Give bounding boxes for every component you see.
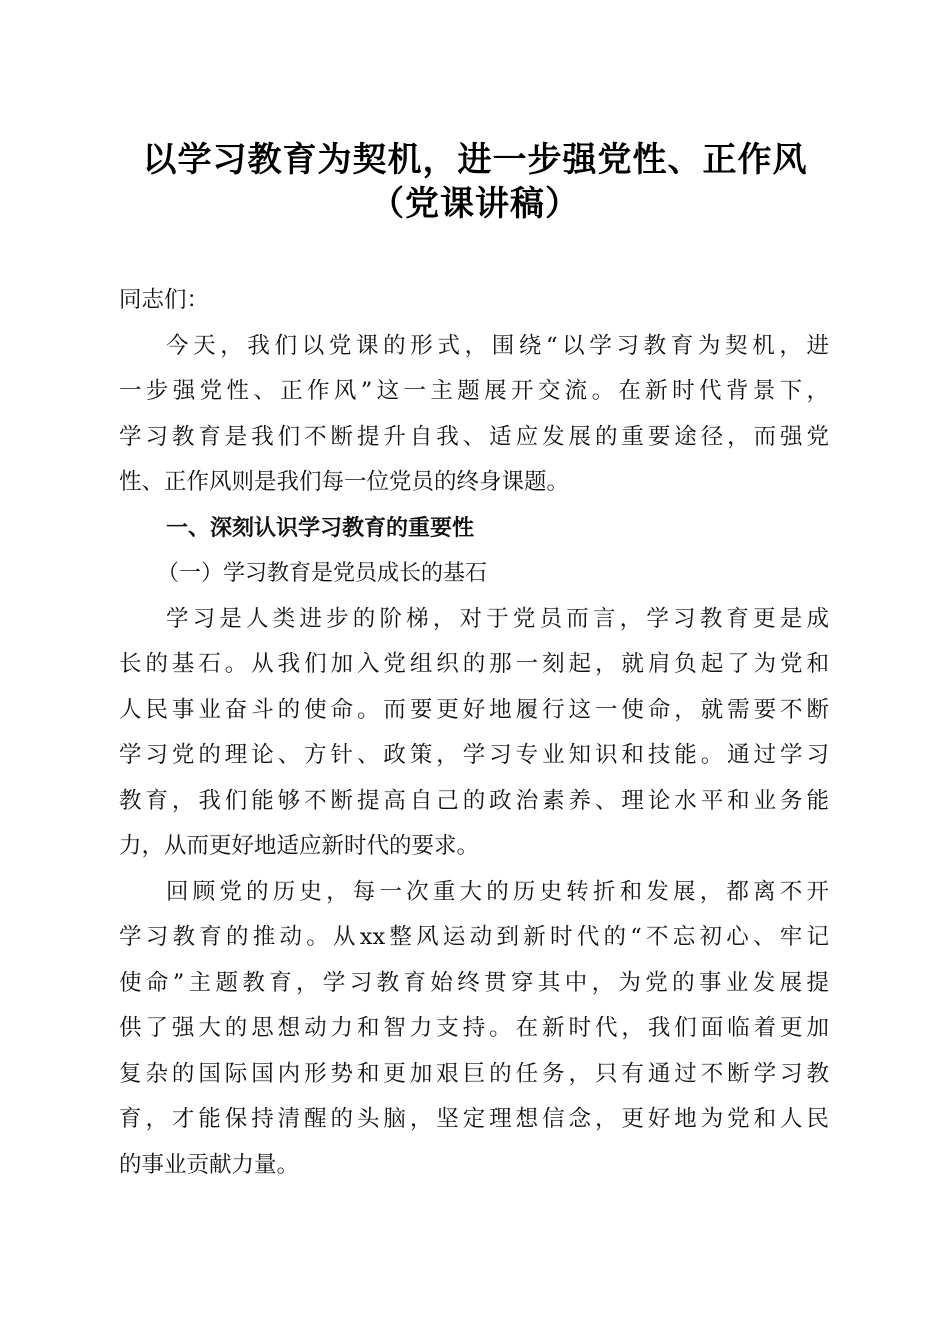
document-title: 以学习教育为契机，进一步强党性、正作风 <box>142 140 808 180</box>
paragraph-line: 育，才能保持清醒的头脑，坚定理想信念，更好地为党和人民 <box>119 1106 829 1132</box>
paragraph-line: 回顾党的历史，每一次重大的历史转折和发展，都离不开 <box>166 878 829 905</box>
body-paragraph-2 <box>119 870 829 1189</box>
paragraph-line: 长的基石。从我们加入党组织的那一刻起，就肩负起了为党和 <box>119 651 829 677</box>
paragraph-line: 学习教育的推动。从xx整风运动到新时代的“不忘初心、牢记 <box>119 924 829 950</box>
body-paragraph-1 <box>119 597 829 870</box>
paragraph-line: 学习教育是我们不断提升自我、适应发展的重要途径，而强党 <box>119 423 829 450</box>
paragraph-line: 力，从而更好地适应新时代的要求。 <box>119 833 480 859</box>
paragraph-line: 一步强党性、正作风”这一主题展开交流。在新时代背景下， <box>119 378 829 404</box>
paragraph-line: 性、正作风则是我们每一位党员的终身课题。 <box>119 469 570 495</box>
paragraph-line: 学习是人类进步的阶梯，对于党员而言，学习教育更是成 <box>166 605 829 632</box>
paragraph-line: 教育，我们能够不断提高自己的政治素养、理论水平和业务能 <box>119 787 829 814</box>
paragraph-line: 学习党的理论、方针、政策，学习专业知识和技能。通过学习 <box>119 742 829 768</box>
paragraph-line: 供了强大的思想动力和智力支持。在新时代，我们面临着更加 <box>119 1015 829 1041</box>
paragraph-line: 的事业贡献力量。 <box>119 1151 300 1178</box>
subsection-heading: （一）学习教育是党员成长的基石 <box>157 561 488 586</box>
document-subtitle: （党课讲稿） <box>370 184 580 224</box>
document-body <box>119 278 829 1188</box>
salutation: 同志们： <box>119 287 210 313</box>
paragraph-line: 复杂的国际国内形势和更加艰巨的任务，只有通过不断学习教 <box>119 1060 829 1087</box>
section-heading: 一、深刻认识学习教育的重要性 <box>166 515 475 541</box>
intro-paragraph <box>119 324 829 506</box>
paragraph-line: 使命”主题教育，学习教育始终贯穿其中，为党的事业发展提 <box>119 969 829 996</box>
paragraph-line: 今天，我们以党课的形式，围绕“以学习教育为契机，进 <box>166 332 829 359</box>
paragraph-line: 人民事业奋斗的使命。而要更好地履行这一使命，就需要不断 <box>119 696 829 723</box>
